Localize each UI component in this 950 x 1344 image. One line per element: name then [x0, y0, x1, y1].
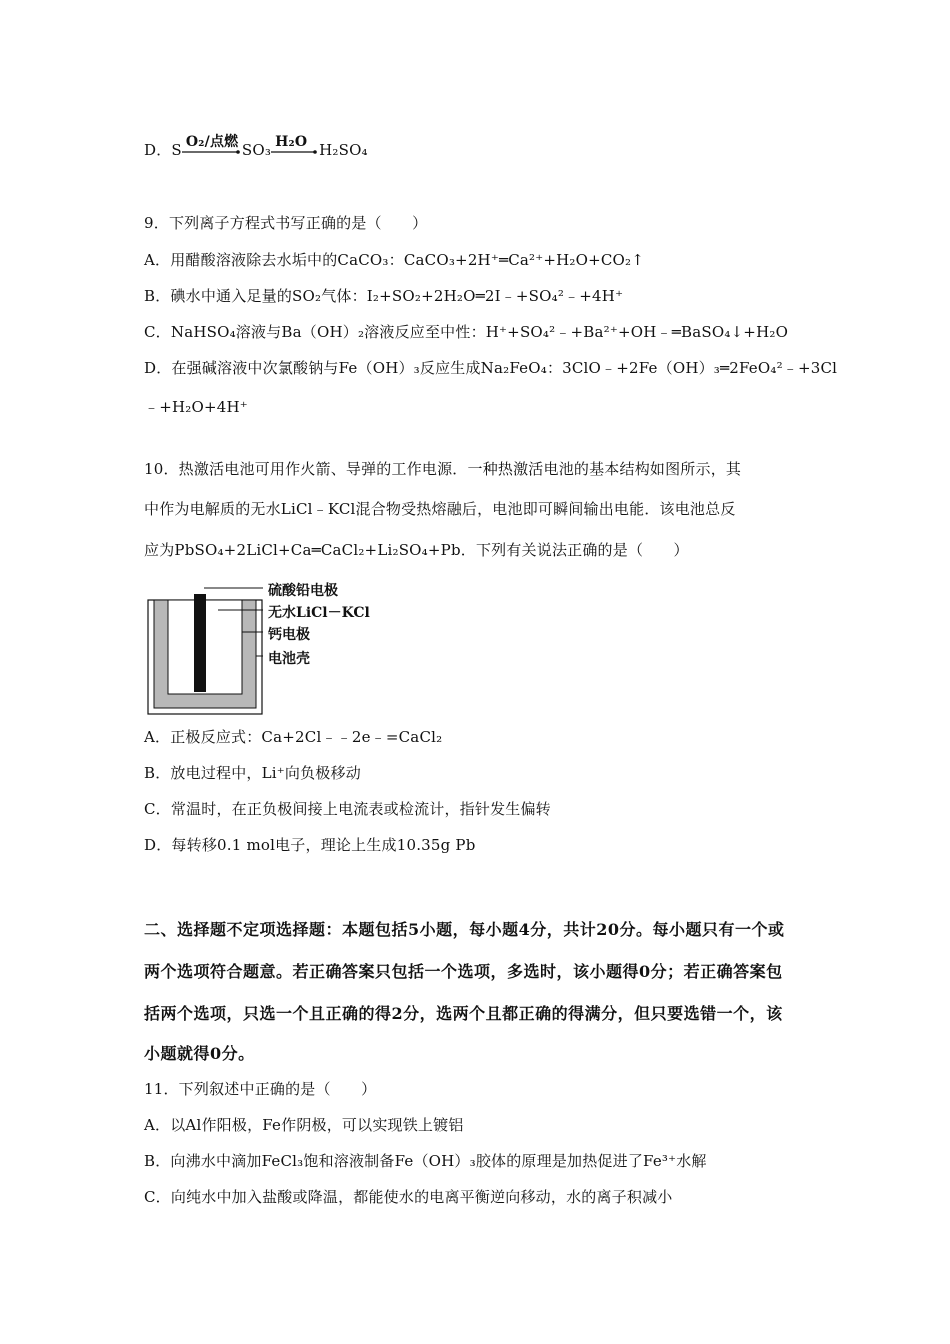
- q11-option-a: A．以Al作阳极，Fe作阴极，可以实现铁上镀铝: [144, 1116, 464, 1134]
- q9-option-d-cont: ﹣+H₂O+4H⁺: [144, 398, 248, 416]
- arrow-right-icon: [182, 148, 242, 156]
- q10-option-b: B．放电过程中，Li⁺向负极移动: [144, 764, 361, 782]
- q11-stem: 11．下列叙述中正确的是（ ）: [144, 1080, 377, 1098]
- q10-option-a: A．正极反应式：Ca+2Cl﹣﹣2e﹣=CaCl₂: [144, 728, 443, 746]
- section-2-heading-4: 小题就得0分。: [144, 1044, 255, 1063]
- label-lead-sulfate-electrode: 硫酸铅电极: [268, 583, 338, 599]
- section-2-heading-2: 两个选项符合题意。若正确答案只包括一个选项，多选时，该小题得0分；若正确答案包: [144, 962, 783, 981]
- label-calcium-electrode: 钙电极: [268, 627, 310, 643]
- battery-diagram: [146, 580, 370, 722]
- q10-stem-1: 10．热激活电池可用作火箭、导弹的工作电源．一种热激活电池的基本结构如图所示，其: [144, 460, 742, 478]
- q8d-end: H₂SO₄: [319, 141, 368, 159]
- arrow-2-label: H₂O: [275, 134, 308, 150]
- label-anhydrous-licl-kcl: 无水LiCl－KCl: [268, 605, 370, 621]
- q8d-mid: SO₃: [241, 141, 272, 159]
- q9-stem: 9．下列离子方程式书写正确的是（ ）: [144, 214, 428, 232]
- q10-option-d: D．每转移0.1 mol电子，理论上生成10.35g Pb: [144, 836, 476, 854]
- arrow-right-icon: [271, 148, 319, 156]
- q8d-prefix: D．S: [144, 141, 182, 159]
- q8-option-d: [144, 134, 368, 160]
- battery-structure: [146, 580, 266, 718]
- reaction-arrow-1: [182, 134, 242, 160]
- q10-option-c: C．常温时，在正负极间接上电流表或检流计，指针发生偏转: [144, 800, 551, 818]
- q10-stem-3: 应为PbSO₄+2LiCl+Ca═CaCl₂+Li₂SO₄+Pb．下列有关说法正确的是（ ）: [144, 541, 689, 559]
- q9-option-b: B．碘水中通入足量的SO₂气体：I₂+SO₂+2H₂O═2I﹣+SO₄²﹣+4H⁺: [144, 287, 624, 305]
- lead-sulfate-electrode: [194, 594, 206, 692]
- q11-option-c: C．向纯水中加入盐酸或降温，都能使水的电离平衡逆向移动，水的离子积减小: [144, 1188, 673, 1206]
- q11-option-b: B．向沸水中滴加FeCl₃饱和溶液制备Fe（OH）₃胶体的原理是加热促进了Fe³⁺水解: [144, 1152, 707, 1170]
- section-2-heading-3: 括两个选项，只选一个且正确的得2分，选两个且都正确的得满分，但只要选错一个，该: [144, 1004, 783, 1023]
- label-battery-shell: 电池壳: [268, 651, 310, 667]
- section-2-heading-1: 二、选择题不定项选择题：本题包括5小题，每小题4分，共计20分。每小题只有一个或: [144, 920, 785, 939]
- q9-option-a: A．用醋酸溶液除去水垢中的CaCO₃：CaCO₃+2H⁺═Ca²⁺+H₂O+CO₂↑: [144, 251, 645, 269]
- q10-stem-2: 中作为电解质的无水LiCl﹣KCl混合物受热熔融后，电池即可瞬间输出电能．该电池总反: [144, 500, 736, 518]
- q9-option-c: C．NaHSO₄溶液与Ba（OH）₂溶液反应至中性：H⁺+SO₄²﹣+Ba²⁺+OH﹣═BaSO₄↓+H₂O: [144, 323, 789, 341]
- reaction-arrow-2: [271, 134, 319, 160]
- arrow-1-label: O₂/点燃: [185, 134, 239, 150]
- q9-option-d: D．在强碱溶液中次氯酸钠与Fe（OH）₃反应生成Na₂FeO₄：3ClO﹣+2Fe（OH）₃═2FeO₄²﹣+3Cl: [144, 359, 838, 377]
